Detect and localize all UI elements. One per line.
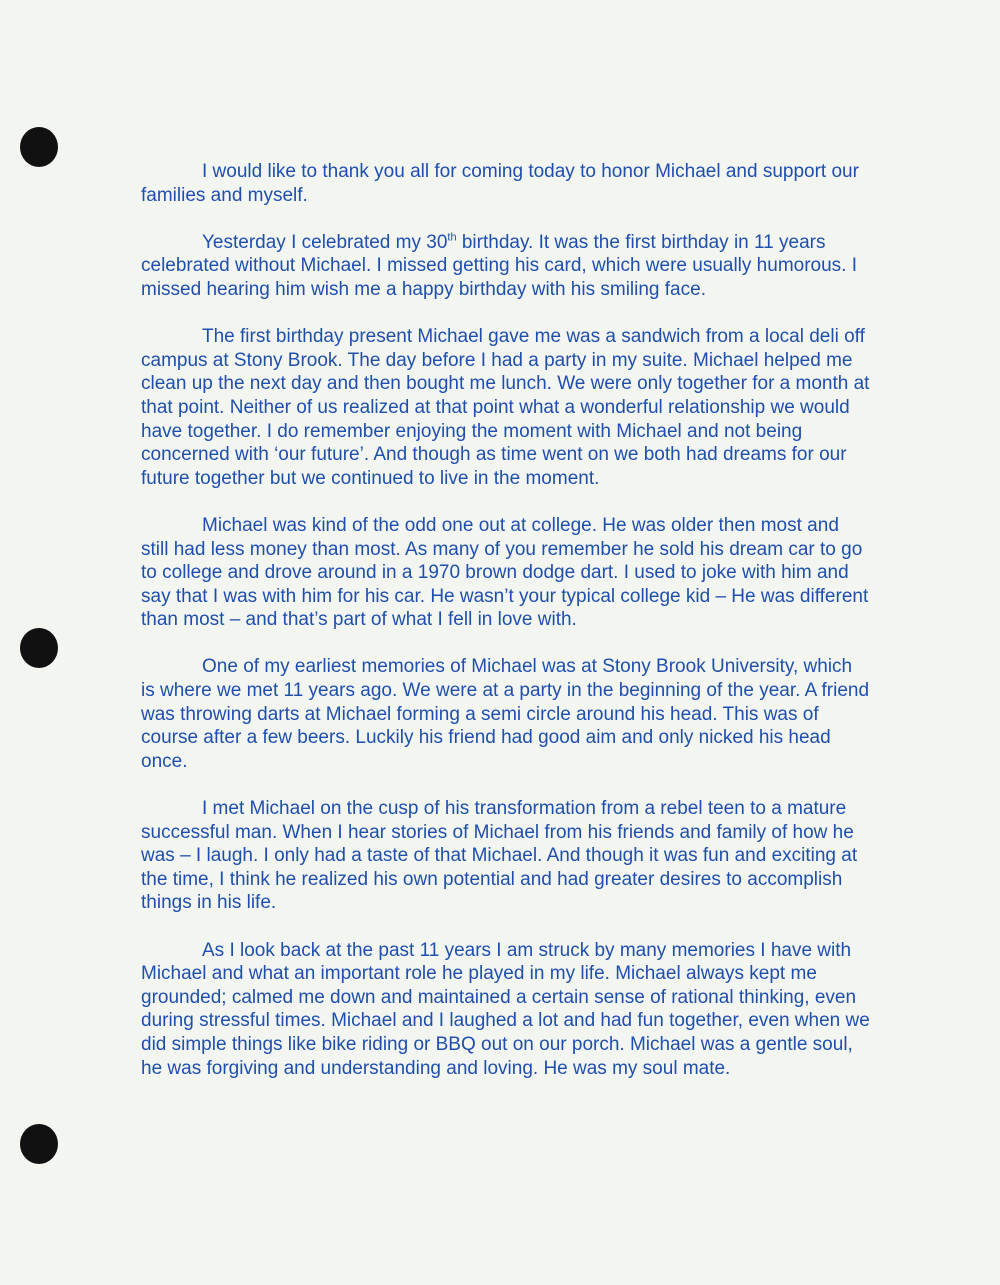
punch-hole [20,628,58,668]
paragraph: The first birthday present Michael gave me was a sandwich from a local deli off campus at Stony Brook. The day before I had a party in my suite. Michael helped me clean up the next day and then bought me lunch. We were only together for a month at that point. Neither of us realized at that point what a wonderful relationship we would have together. I do remember enjoying the moment with Michael and not being concerned with ‘our future’. And though as time went on we both had dreams for our future together but we continued to live in the moment. [141,326,870,489]
ordinal-suffix: th [447,231,457,244]
letter-body [141,160,871,1104]
paragraph: As I look back at the past 11 years I am struck by many memories I have with Michael and what an important role he played in my life. Michael always kept me grounded; calmed me down and maintained a certain sense of rational thinking, even during stressful times. Michael and I laughed a lot and had fun together, even when we did simple things like bike riding or BBQ out on our porch. Michael was a gentle soul, he was forgiving and understanding and loving. He was my soul mate. [141,939,870,1079]
paragraph: I met Michael on the cusp of his transformation from a rebel teen to a mature successful man. When I hear stories of Michael from his friends and family of how he was – I laugh. I only had a taste of that Michael. And though it was fun and exciting at the time, I think he realized his own potential and had greater desires to accomplish things in his life. [141,798,858,914]
paragraph: One of my earliest memories of Michael was at Stony Brook University, which is where we met 11 years ago. We were at a party in the beginning of the year. A friend was throwing darts at Michael forming a semi circle around his head. This was of course after a few beers. Luckily his friend had good aim and only nicked his head once. [141,656,870,772]
punch-hole [20,127,58,167]
paragraph: Michael was kind of the odd one out at college. He was older then most and still had less money than most. As many of you remember he sold his dream car to go to college and drove around in a 1970 brown dodge dart. I used to joke with him and say that I was with him for his car. He wasn’t your typical college kid – He was different than most – and that’s part of what I fell in love with. [141,514,869,631]
punch-hole [20,1124,58,1164]
paragraph-text: Yesterday I celebrated my 30 [202,231,448,253]
paragraph: I would like to thank you all for coming today to honor Michael and support our families and myself. [141,161,859,206]
paragraph-text: birthday. It was the first birthday in 11 years celebrated without Michael. I missed getting his card, which were usually humorous. I missed hearing him wish me a happy birthday with his smiling face. [141,231,858,300]
paragraph [141,231,871,302]
